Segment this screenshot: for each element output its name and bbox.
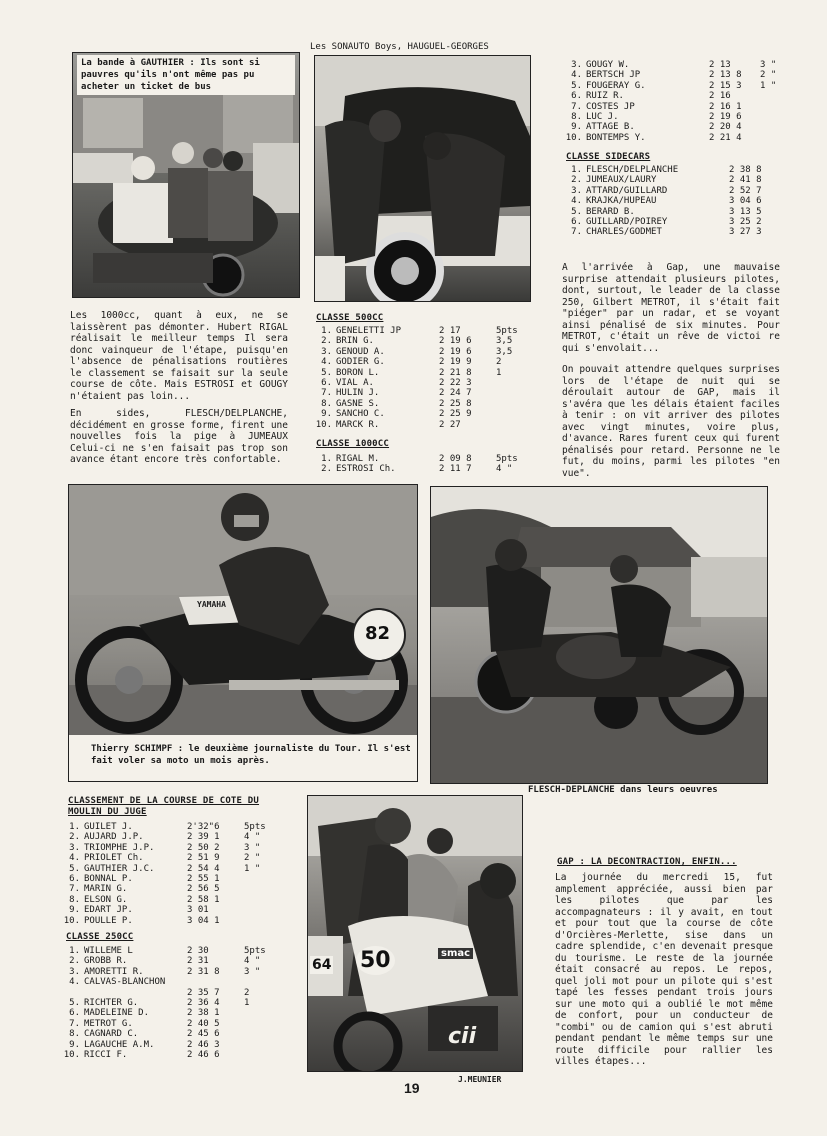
result-row xyxy=(62,822,277,832)
name-cell: PRIOLET Ch. xyxy=(84,853,144,864)
time-cell: 2 19 6 xyxy=(439,346,472,357)
time-cell: 2 25 8 xyxy=(439,398,472,409)
points-cell: 2 " xyxy=(760,70,777,81)
bike-number-82: 82 xyxy=(365,623,391,644)
photo-schimpf-yamaha xyxy=(68,484,418,782)
name-cell: VIAL A. xyxy=(336,378,374,389)
name-cell: GUILET J. xyxy=(84,822,133,832)
rank-cell: 4. xyxy=(69,853,80,864)
name-cell: BONNAL P. xyxy=(84,874,133,885)
result-row xyxy=(314,464,529,474)
classement-cote-title: CLASSEMENT DE LA COURSE DE COTE DU MOULIN DU JUGE xyxy=(68,796,260,817)
rank-cell: 1. xyxy=(321,326,332,336)
result-row xyxy=(62,1040,277,1050)
points-cell: 5pts xyxy=(496,454,518,464)
result-row xyxy=(564,133,789,143)
points-cell xyxy=(244,905,277,915)
text-gap-night-stage: On pouvait attendre quelques surprises lors de l'étape de nuit qui se déroulait autour de GAP, mais il s'avéra que les délais étaient faciles à tenir : on vit arriver des pilotes avec vingt minutes, voire plus, d'avance. Rares furent ceux qui furent pénalisés pour retard. Personne ne le fut, du moins, parmi les pilotes "en vue". xyxy=(562,364,780,479)
time-cell: 2 31 xyxy=(187,956,209,967)
name-cell: GODIER G. xyxy=(336,357,385,368)
time-cell: 2 17 xyxy=(439,326,461,336)
points-cell xyxy=(244,916,277,926)
rank-cell: 7. xyxy=(321,388,332,399)
time-cell: 2 55 1 xyxy=(187,874,220,885)
time-cell: 2 45 6 xyxy=(187,1029,220,1040)
result-row xyxy=(62,967,277,977)
time-cell: 2 50 2 xyxy=(187,842,220,853)
rank-cell: 10. xyxy=(565,132,582,143)
result-row xyxy=(62,832,277,842)
rank-cell: 10. xyxy=(63,1050,80,1061)
name-cell: MARCK R. xyxy=(336,419,380,430)
result-row xyxy=(62,956,277,966)
result-row xyxy=(564,175,776,185)
text-gap-wednesday: La journée du mercredi 15, fut amplement appréciée, aussi bien par les pilotes que par les accompagnateurs : il y avait, en tout et pour tout que la course de côte d'Orcières-Merlette, sise dans un cadre splendide, c'en devenait presque du tourisme. Le reste de la journée était consacré au repos. Le repos, quel joli mot pour un pilote qui s'est tapé les fesses pendant trois jours sur une moto qui a oublié le mot même de confort, pour un conducteur de "combi" ou de camion qui s'est abruti pendant pendant le même temps sur une route difficile pour rallier les villes étapes... xyxy=(555,872,773,1067)
time-cell: 2 58 1 xyxy=(187,894,220,905)
result-row xyxy=(564,102,789,112)
points-cell: 1 " xyxy=(244,863,261,874)
result-row xyxy=(62,843,277,853)
bike-number-64: 64 xyxy=(312,957,332,973)
name-cell: GASNE S. xyxy=(336,398,380,409)
points-cell xyxy=(496,388,529,398)
result-row xyxy=(314,388,529,398)
points-cell: 5pts xyxy=(244,946,266,956)
result-row xyxy=(564,186,776,196)
name-cell: CALVAS-BLANCHON xyxy=(84,977,166,988)
result-row xyxy=(314,454,529,464)
time-cell: 2 30 xyxy=(187,946,209,956)
name-cell: AUJARD J.P. xyxy=(84,832,144,843)
time-cell: 2 25 9 xyxy=(439,409,472,420)
result-row xyxy=(314,420,529,430)
result-row xyxy=(314,399,529,409)
points-cell: 2 " xyxy=(244,853,261,864)
photo-flesch-sidecar xyxy=(430,486,768,784)
name-cell: LAGAUCHE A.M. xyxy=(84,1039,155,1050)
result-row xyxy=(564,217,776,227)
time-cell: 2 39 1 xyxy=(187,832,220,843)
name-cell: COSTES JP xyxy=(586,101,635,112)
result-row xyxy=(314,378,529,388)
time-cell: 2 56 5 xyxy=(187,884,220,895)
time-cell: 2 41 8 xyxy=(729,175,762,186)
name-cell: EDART JP. xyxy=(84,905,133,916)
text-sidecars: En sides, FLESCH/DELPLANCHE, décidément en grosse forme, firent une nouvelles fois la pige à JUMEAUX Celui-ci ne s'en faisait pas trop son avance étant encore très confortable. xyxy=(70,408,288,465)
time-cell: 2 21 4 xyxy=(709,132,742,143)
time-cell: 2 19 6 xyxy=(709,112,742,123)
points-cell: 4 " xyxy=(244,832,261,843)
time-cell: 3 27 3 xyxy=(729,227,762,238)
rank-cell: 2. xyxy=(321,464,332,475)
points-cell xyxy=(244,884,277,894)
photo-schimpf-caption: Thierry SCHIMPF : le deuxième journaliste du Tour. Il s'est fait voler sa moto un mois après. xyxy=(69,735,417,781)
points-cell: 3 " xyxy=(760,60,777,70)
time-cell: 2 20 4 xyxy=(709,122,742,133)
result-row xyxy=(314,336,529,346)
name-cell: BERARD B. xyxy=(586,206,635,217)
rank-cell: 9. xyxy=(571,122,582,133)
rank-cell: 5. xyxy=(571,80,582,91)
result-row xyxy=(62,905,277,915)
points-cell: 1 xyxy=(244,998,250,1009)
rank-cell: 7. xyxy=(571,101,582,112)
bike-number-50: 50 xyxy=(356,946,395,975)
classe-500-table xyxy=(314,326,529,430)
photo-orcieres-image xyxy=(308,796,522,1071)
result-row xyxy=(564,227,776,237)
points-cell xyxy=(496,409,529,419)
time-cell: 2 22 3 xyxy=(439,378,472,389)
points-cell: 3,5 xyxy=(496,346,513,357)
time-cell: 3 04 6 xyxy=(729,196,762,207)
text-gap-arrival: A l'arrivée à Gap, une mauvaise surprise attendait plusieurs pilotes, dont, surtout, le leader de la classe 250, Gilbert METROT, il s'était fait "piéger" par un radar, et se voyant ainsi pénalisé de six minutes. Pour METROT, c'était un rêve de victoi re qui s'envolait... xyxy=(562,262,780,354)
name-cell xyxy=(84,988,187,998)
time-cell: 2 13 xyxy=(709,60,731,70)
name-cell: GUILLARD/POIREY xyxy=(586,217,668,228)
result-row xyxy=(564,112,789,122)
rank-cell: 1. xyxy=(69,946,80,956)
name-cell: BORON L. xyxy=(336,367,380,378)
points-cell xyxy=(760,91,789,101)
rank-cell: 3. xyxy=(321,346,332,357)
rank-cell: 3. xyxy=(69,966,80,977)
classe-500-title: CLASSE 500CC xyxy=(316,313,384,323)
time-cell: 2 16 1 xyxy=(709,101,742,112)
time-cell: 2 38 1 xyxy=(187,1008,220,1019)
rank-cell: 2. xyxy=(321,336,332,347)
name-cell: POULLE P. xyxy=(84,915,133,926)
name-cell: GROBB R. xyxy=(84,956,128,967)
result-row xyxy=(314,409,529,419)
rank-cell: 7. xyxy=(69,884,80,895)
name-cell: JUMEAUX/LAURY xyxy=(586,175,657,186)
time-cell: 2 51 9 xyxy=(187,853,220,864)
time-cell: 2 52 7 xyxy=(729,185,762,196)
photo-sonauto-boys xyxy=(314,55,531,302)
rank-cell: 4. xyxy=(69,977,80,988)
result-row xyxy=(314,347,529,357)
result-row xyxy=(62,1008,277,1018)
result-row xyxy=(564,91,789,101)
rank-cell: 1. xyxy=(69,822,80,832)
result-row xyxy=(62,1019,277,1029)
rank-cell: 5. xyxy=(69,998,80,1009)
photo-sonauto-image xyxy=(315,56,530,301)
time-cell: 2 54 4 xyxy=(187,863,220,874)
name-cell: HULIN J. xyxy=(336,388,380,399)
rank-cell: 4. xyxy=(571,70,582,81)
result-row xyxy=(62,977,277,987)
time-cell: 2 16 xyxy=(709,91,731,102)
time-cell: 2 11 7 xyxy=(439,464,472,475)
rank-cell: 3. xyxy=(571,60,582,70)
name-cell: RIGAL M. xyxy=(336,454,380,464)
time-cell: 2 31 8 xyxy=(187,966,220,977)
rank-cell: 7. xyxy=(571,227,582,238)
name-cell: RICCI F. xyxy=(84,1050,128,1061)
rank-cell: 7. xyxy=(69,1018,80,1029)
time-cell: 3 04 1 xyxy=(187,915,220,926)
name-cell: ATTAGE B. xyxy=(586,122,635,133)
points-cell: 4 " xyxy=(244,956,261,967)
points-cell xyxy=(244,1019,277,1029)
name-cell: CHARLES/GODMET xyxy=(586,227,662,238)
time-cell: 2 21 8 xyxy=(439,367,472,378)
name-cell: METROT G. xyxy=(84,1018,133,1029)
result-row xyxy=(564,196,776,206)
rank-cell: 4. xyxy=(571,196,582,207)
result-row xyxy=(62,998,277,1008)
rank-cell: 5. xyxy=(69,863,80,874)
points-cell xyxy=(760,102,789,112)
rank-cell: 2. xyxy=(69,832,80,843)
time-cell: 2 13 8 xyxy=(709,70,742,81)
classe-sidecars-title: CLASSE SIDECARS xyxy=(566,152,651,162)
classe-sidecars-table xyxy=(564,165,776,238)
classe-250-table xyxy=(62,946,277,1060)
rank-cell: 5. xyxy=(321,367,332,378)
points-cell: 3,5 xyxy=(496,336,513,347)
sponsor-smac: smac xyxy=(438,948,473,959)
photo-gauthier-group xyxy=(72,52,300,298)
name-cell: RICHTER G. xyxy=(84,998,139,1009)
photo-credit: J.MEUNIER xyxy=(458,1075,502,1084)
points-cell: 4 " xyxy=(496,464,513,475)
name-cell: LUC J. xyxy=(586,112,619,123)
result-row xyxy=(62,1050,277,1060)
result-row xyxy=(62,988,277,998)
rank-cell: 4. xyxy=(321,357,332,368)
time-cell: 3 13 5 xyxy=(729,206,762,217)
photo-flesch-image xyxy=(431,487,767,783)
result-row xyxy=(564,207,776,217)
classe-1000-continued xyxy=(564,60,789,143)
rank-cell: 8. xyxy=(321,398,332,409)
time-cell: 2 27 xyxy=(439,419,461,430)
result-row xyxy=(314,368,529,378)
rank-cell: 6. xyxy=(69,1008,80,1019)
result-row xyxy=(62,895,277,905)
name-cell: FOUGERAY G. xyxy=(586,80,646,91)
points-cell: 2 xyxy=(496,357,502,368)
name-cell: WILLEME L xyxy=(84,946,133,956)
name-cell: CAGNARD C. xyxy=(84,1029,139,1040)
result-row xyxy=(314,357,529,367)
page-number: 19 xyxy=(404,1080,420,1096)
result-row xyxy=(62,916,277,926)
points-cell xyxy=(244,1040,277,1050)
classe-1000-title: CLASSE 1000CC xyxy=(316,439,390,449)
points-cell: 3 " xyxy=(244,966,261,977)
photo-schimpf-image xyxy=(69,485,417,735)
rank-cell: 9. xyxy=(69,1039,80,1050)
points-cell: 5pts xyxy=(496,326,518,336)
rank-cell: 3. xyxy=(69,842,80,853)
points-cell: 1 " xyxy=(760,80,777,91)
name-cell: MARIN G. xyxy=(84,884,128,895)
rank-cell: 6. xyxy=(321,378,332,389)
points-cell xyxy=(244,1050,277,1060)
name-cell: GENELETTI JP xyxy=(336,326,402,336)
points-cell xyxy=(244,895,277,905)
time-cell: 2 19 6 xyxy=(439,336,472,347)
name-cell: TRIOMPHE J.P. xyxy=(84,842,155,853)
time-cell: 2 46 6 xyxy=(187,1050,220,1061)
rank-cell: 10. xyxy=(63,915,80,926)
classe-250-title: CLASSE 250CC xyxy=(66,932,134,942)
points-cell xyxy=(760,112,789,122)
photo-orcieres-riders xyxy=(307,795,523,1072)
rank-cell: 2. xyxy=(571,175,582,186)
rank-cell: 9. xyxy=(321,409,332,420)
points-cell xyxy=(244,1008,277,1018)
result-row xyxy=(564,165,776,175)
classe-1000-table xyxy=(314,454,529,475)
points-cell xyxy=(760,122,789,132)
result-row xyxy=(62,884,277,894)
photo-gauthier-caption: La bande à GAUTHIER : Ils sont si pauvres qu'ils n'ont même pas pu acheter un ticket de bus xyxy=(77,55,295,95)
bike-brand-yamaha: YAMAHA xyxy=(197,600,226,609)
time-cell: 2 19 9 xyxy=(439,357,472,368)
time-cell: 2 46 3 xyxy=(187,1039,220,1050)
result-row xyxy=(564,60,789,70)
rank-cell: 8. xyxy=(69,1029,80,1040)
points-cell xyxy=(496,420,529,430)
result-row xyxy=(62,946,277,956)
text-1000cc: Les 1000cc, quant à eux, ne se laissèrent pas démonter. Hubert RIGAL réalisait le meilleur temps Il sera donc vainqueur de l'étape, puisqu'en l'absence de pénalisations routières le classement se faisait sur la seule course de côte. Mais ESTROSI et GOUGY n'étaient pas loin... xyxy=(70,310,288,402)
rank-cell: 6. xyxy=(571,217,582,228)
time-cell: 2 40 5 xyxy=(187,1018,220,1029)
name-cell: FLESCH/DELPLANCHE xyxy=(586,165,679,175)
rank-cell: 1. xyxy=(571,165,582,175)
top-caption: Les SONAUTO Boys, HAUGUEL-GEORGES xyxy=(310,42,489,52)
rank-cell: 8. xyxy=(69,894,80,905)
points-cell: 5pts xyxy=(244,822,266,832)
rank-cell: 3. xyxy=(571,185,582,196)
rank-cell: 2. xyxy=(69,956,80,967)
rank-cell: 8. xyxy=(571,112,582,123)
points-cell xyxy=(244,874,277,884)
name-cell: BERTSCH JP xyxy=(586,70,641,81)
time-cell: 3 25 2 xyxy=(729,217,762,228)
name-cell: ELSON G. xyxy=(84,894,128,905)
rank-cell: 10. xyxy=(315,419,332,430)
name-cell: GAUTHIER J.C. xyxy=(84,863,155,874)
time-cell: 2 38 8 xyxy=(729,165,762,175)
photo-flesch-caption: FLESCH-DEPLANCHE dans leurs oeuvres xyxy=(528,785,718,795)
name-cell: KRAJKA/HUPEAU xyxy=(586,196,657,207)
time-cell: 2 24 7 xyxy=(439,388,472,399)
sponsor-cii: cii xyxy=(448,1024,477,1049)
result-row xyxy=(564,70,789,80)
result-row xyxy=(62,1029,277,1039)
time-cell: 2 35 7 xyxy=(187,987,220,998)
name-cell: AMORETTI R. xyxy=(84,966,144,977)
result-row xyxy=(62,864,277,874)
name-cell: MADELEINE D. xyxy=(84,1008,150,1019)
name-cell: BRIN G. xyxy=(336,336,374,347)
points-cell: 2 xyxy=(244,987,250,998)
name-cell: GOUGY W. xyxy=(586,60,630,70)
gap-heading: GAP : LA DECONTRACTION, ENFIN... xyxy=(557,857,737,867)
points-cell xyxy=(244,977,277,987)
points-cell xyxy=(244,1029,277,1039)
time-cell: 2 36 4 xyxy=(187,998,220,1009)
name-cell: ESTROSI Ch. xyxy=(336,464,396,475)
points-cell xyxy=(496,378,529,388)
rank-cell: 9. xyxy=(69,905,80,916)
time-cell: 2'32"6 xyxy=(187,822,220,832)
result-row xyxy=(564,81,789,91)
result-row xyxy=(62,853,277,863)
classement-cote-table xyxy=(62,822,277,926)
name-cell: GENOUD A. xyxy=(336,346,385,357)
name-cell: BONTEMPS Y. xyxy=(586,132,646,143)
time-cell xyxy=(187,977,244,987)
result-row xyxy=(564,122,789,132)
rank-cell: 6. xyxy=(571,91,582,102)
result-row xyxy=(62,874,277,884)
points-cell xyxy=(496,399,529,409)
time-cell: 2 09 8 xyxy=(439,454,472,464)
name-cell: ATTARD/GUILLARD xyxy=(586,185,668,196)
points-cell: 1 xyxy=(496,367,502,378)
rank-cell: 5. xyxy=(571,206,582,217)
name-cell: SANCHO C. xyxy=(336,409,385,420)
time-cell: 3 01 xyxy=(187,905,209,916)
rank-cell: 6. xyxy=(69,874,80,885)
name-cell: RUIZ R. xyxy=(586,91,624,102)
points-cell: 3 " xyxy=(244,842,261,853)
points-cell xyxy=(760,133,789,143)
time-cell: 2 15 3 xyxy=(709,80,742,91)
rank-cell xyxy=(62,988,84,998)
result-row xyxy=(314,326,529,336)
rank-cell: 1. xyxy=(321,454,332,464)
